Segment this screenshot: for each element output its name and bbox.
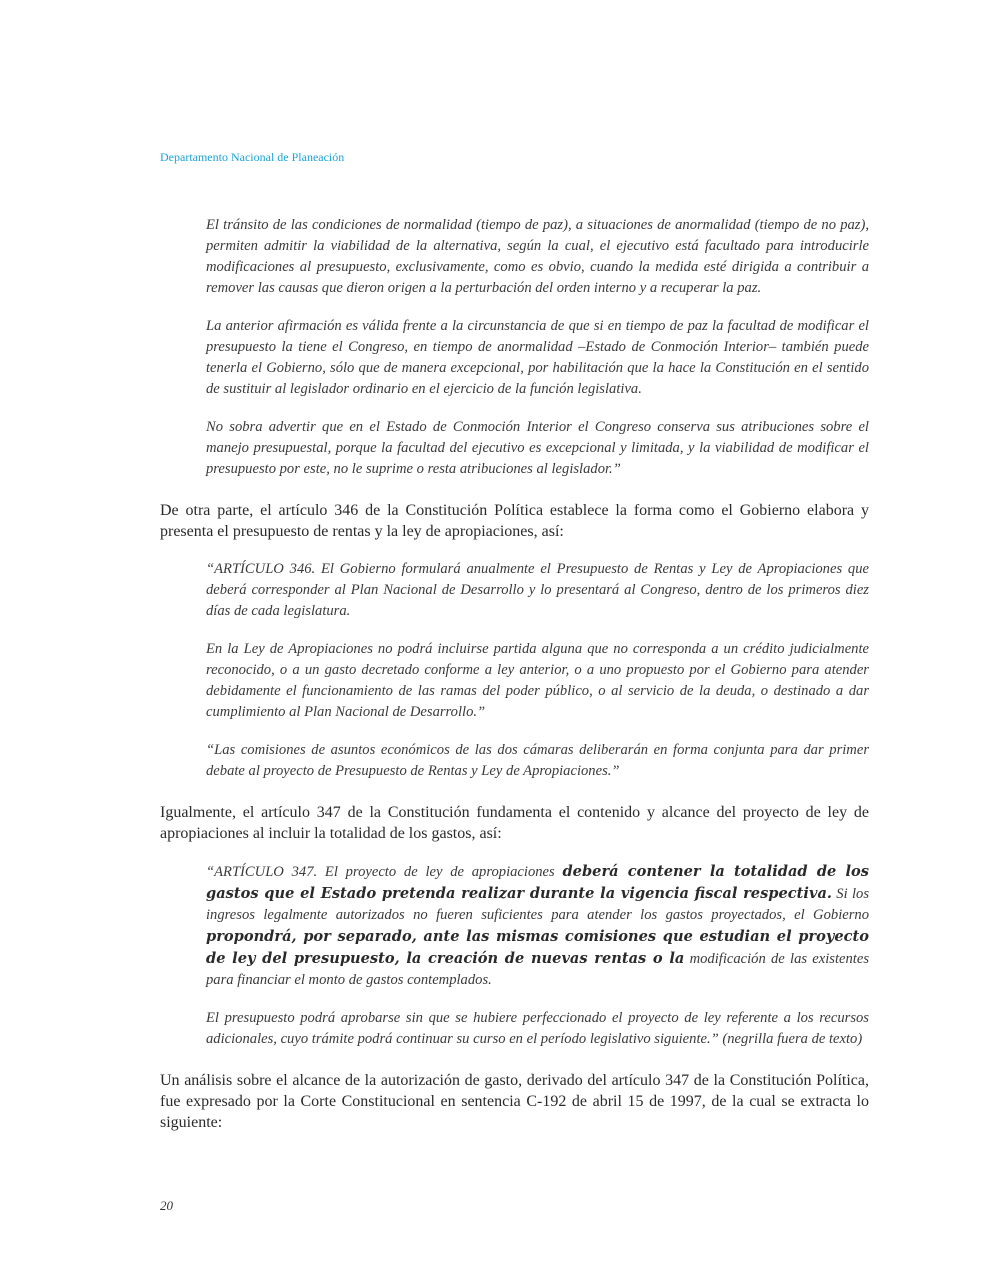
body-paragraph: De otra parte, el artículo 346 de la Constitución Política establece la forma como el Gobierno elabora y presenta el presupuesto de rentas y la ley de apropiaciones, así: (160, 501, 869, 540)
article-347-paragraph (206, 861, 869, 991)
quote-paragraph: No sobra advertir que en el Estado de Conmoción Interior el Congreso conserva sus atribuciones sobre el manejo presupuestal, porque la facultad del ejecutivo es excepcional y limitada, y la viabilidad de modificar el presupuesto por este, no le suprime o resta atribuciones al legislador.” (206, 418, 869, 477)
bold-text-run: propondrá, por separado, ante las mismas comisiones que estudian el proyecto de ley del presupuesto, la creación de nuevas rentas o la (206, 927, 869, 967)
quote-paragraph: La anterior afirmación es válida frente a la circunstancia de que si en tiempo de paz la facultad de modificar el presupuesto la tiene el Congreso, en tiempo de anormalidad –Estado de Conmoción Interior– también puede tenerla el Gobierno, sólo que de manera excepcional, por habilitación que la hace la Constitución en el sentido de sustituir al legislador ordinario en el ejercicio de la función legislativa. (206, 317, 869, 397)
text-run: Si los ingresos legalmente autorizados no fueren suficientes para atender los gastos proyectados, el Gobierno (206, 885, 869, 923)
text-run: “ARTÍCULO 347. El proyecto de ley de apropiaciones (206, 863, 563, 880)
article-346-paragraph: En la Ley de Apropiaciones no podrá incluirse partida alguna que no corresponda a un crédito judicialmente reconocido, o a un gasto decretado conforme a ley anterior, o a uno propuesto por el Gobierno para atender debidamente el funcionamiento de las ramas del poder público, o al servicio de la deuda, o destinado a dar cumplimiento al Plan Nacional de Desarrollo.” (206, 640, 869, 720)
text-run: modificación de las existentes para financiar el monto de gastos contemplados. (206, 950, 870, 988)
article-346-paragraph: “ARTÍCULO 346. El Gobierno formulará anualmente el Presupuesto de Rentas y Ley de Apropiaciones que deberá corresponder al Plan Nacional de Desarrollo y lo presentará al Congreso, dentro de los primeros diez días de cada legislatura. (206, 560, 869, 619)
page-content (160, 200, 869, 1150)
article-347-paragraph: El presupuesto podrá aprobarse sin que se hubiere perfeccionado el proyecto de ley referente a los recursos adicionales, cuyo trámite podrá continuar su curso en el período legislativo siguiente.” (negrilla fuera de texto) (206, 1009, 869, 1047)
body-paragraph: Igualmente, el artículo 347 de la Constitución fundamenta el contenido y alcance del proyecto de ley de apropiaciones al incluir la totalidad de los gastos, así: (160, 803, 869, 842)
page-number: 20 (160, 1198, 173, 1213)
bold-text-run: deberá contener la totalidad de los gastos que el Estado pretenda realizar durante la vigencia fiscal respectiva. (206, 862, 869, 902)
quote-paragraph: El tránsito de las condiciones de normalidad (tiempo de paz), a situaciones de anormalidad (tiempo de no paz), permiten admitir la viabilidad de la alternativa, según la cual, el ejecutivo está facultado para introducirle modificaciones al presupuesto, exclusivamente, como es obvio, cuando la medida esté dirigida a contribuir a remover las causas que dieron origen a la perturbación del orden interno y a recuperar la paz. (206, 216, 869, 296)
article-346-paragraph: “Las comisiones de asuntos económicos de las dos cámaras deliberarán en forma conjunta para dar primer debate al proyecto de Presupuesto de Rentas y Ley de Apropiaciones.” (206, 741, 869, 779)
header-organization: Departamento Nacional de Planeación (160, 150, 345, 164)
body-paragraph: Un análisis sobre el alcance de la autorización de gasto, derivado del artículo 347 de la Constitución Política, fue expresado por la Corte Constitucional en sentencia C-192 de abril 15 de 1997, de la cual se extracta lo siguiente: (160, 1071, 869, 1131)
